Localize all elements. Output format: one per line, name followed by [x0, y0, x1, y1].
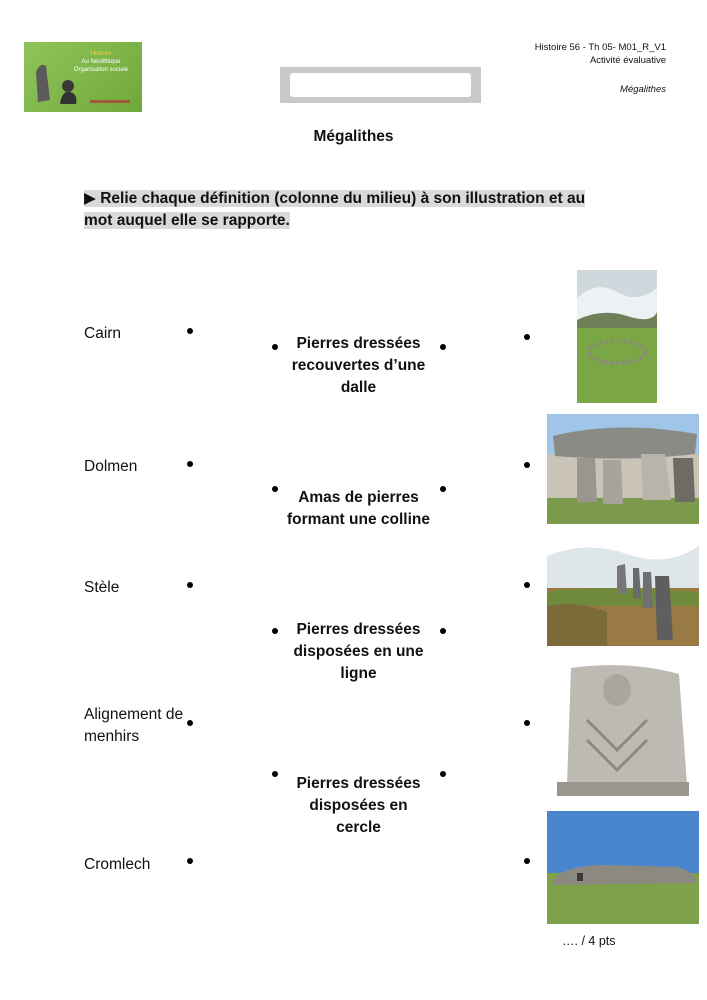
connector-dot[interactable] — [524, 462, 530, 468]
stone-circle-photo — [577, 270, 657, 403]
cairn-mound-photo — [547, 811, 699, 924]
connector-dot[interactable] — [187, 858, 193, 864]
definition: Pierres dressées disposées en une ligne — [293, 621, 424, 682]
connector-dot[interactable] — [187, 582, 193, 588]
word-dolmen: Dolmen — [84, 458, 138, 475]
logo-text-line: Au Néolithique — [81, 59, 121, 65]
page-title: Mégalithes — [313, 128, 394, 145]
connector-dot[interactable] — [524, 582, 530, 588]
connector-dot[interactable] — [187, 720, 193, 726]
doc-topic: Mégalithes — [620, 84, 666, 95]
definition: Amas de pierres formant une colline — [287, 489, 430, 528]
connector-dot[interactable] — [524, 720, 530, 726]
connector-dot[interactable] — [272, 771, 278, 777]
connector-dot[interactable] — [524, 858, 530, 864]
word-stele: Stèle — [84, 579, 120, 596]
connector-dot[interactable] — [440, 771, 446, 777]
logo-text-line: Organisation sociale — [73, 67, 129, 73]
doc-code: Histoire 56 - Th 05- M01_R_V1 — [534, 42, 666, 53]
connector-dot[interactable] — [272, 486, 278, 492]
connector-dot[interactable] — [440, 344, 446, 350]
connector-dot[interactable] — [440, 486, 446, 492]
connector-dot[interactable] — [440, 628, 446, 634]
menhir-alignment-photo — [547, 536, 699, 646]
logo — [24, 42, 142, 112]
connector-dot[interactable] — [272, 344, 278, 350]
word-alignement: Alignement de menhirs — [84, 706, 184, 745]
connector-dot[interactable] — [524, 334, 530, 340]
score: …. / 4 pts — [562, 934, 616, 948]
connector-dot[interactable] — [187, 461, 193, 467]
carved-stele-photo — [547, 660, 699, 800]
instruction — [84, 188, 604, 232]
word-cairn: Cairn — [84, 325, 122, 342]
word-cromlech: Cromlech — [84, 856, 151, 873]
dolmen-photo — [547, 414, 699, 524]
instruction-text: ▶ Relie chaque définition (colonne du milieu) à son illustration et au mot auquel elle se rapporte. — [84, 190, 586, 229]
definition: Pierres dressées disposées en cercle — [296, 775, 421, 836]
doc-type: Activité évaluative — [589, 55, 666, 66]
connector-dot[interactable] — [272, 628, 278, 634]
connector-dot[interactable] — [187, 328, 193, 334]
definition: Pierres dressées recouvertes d’une dalle — [291, 335, 426, 396]
name-field[interactable] — [280, 67, 481, 103]
logo-text-line: Histoire — [90, 51, 112, 57]
